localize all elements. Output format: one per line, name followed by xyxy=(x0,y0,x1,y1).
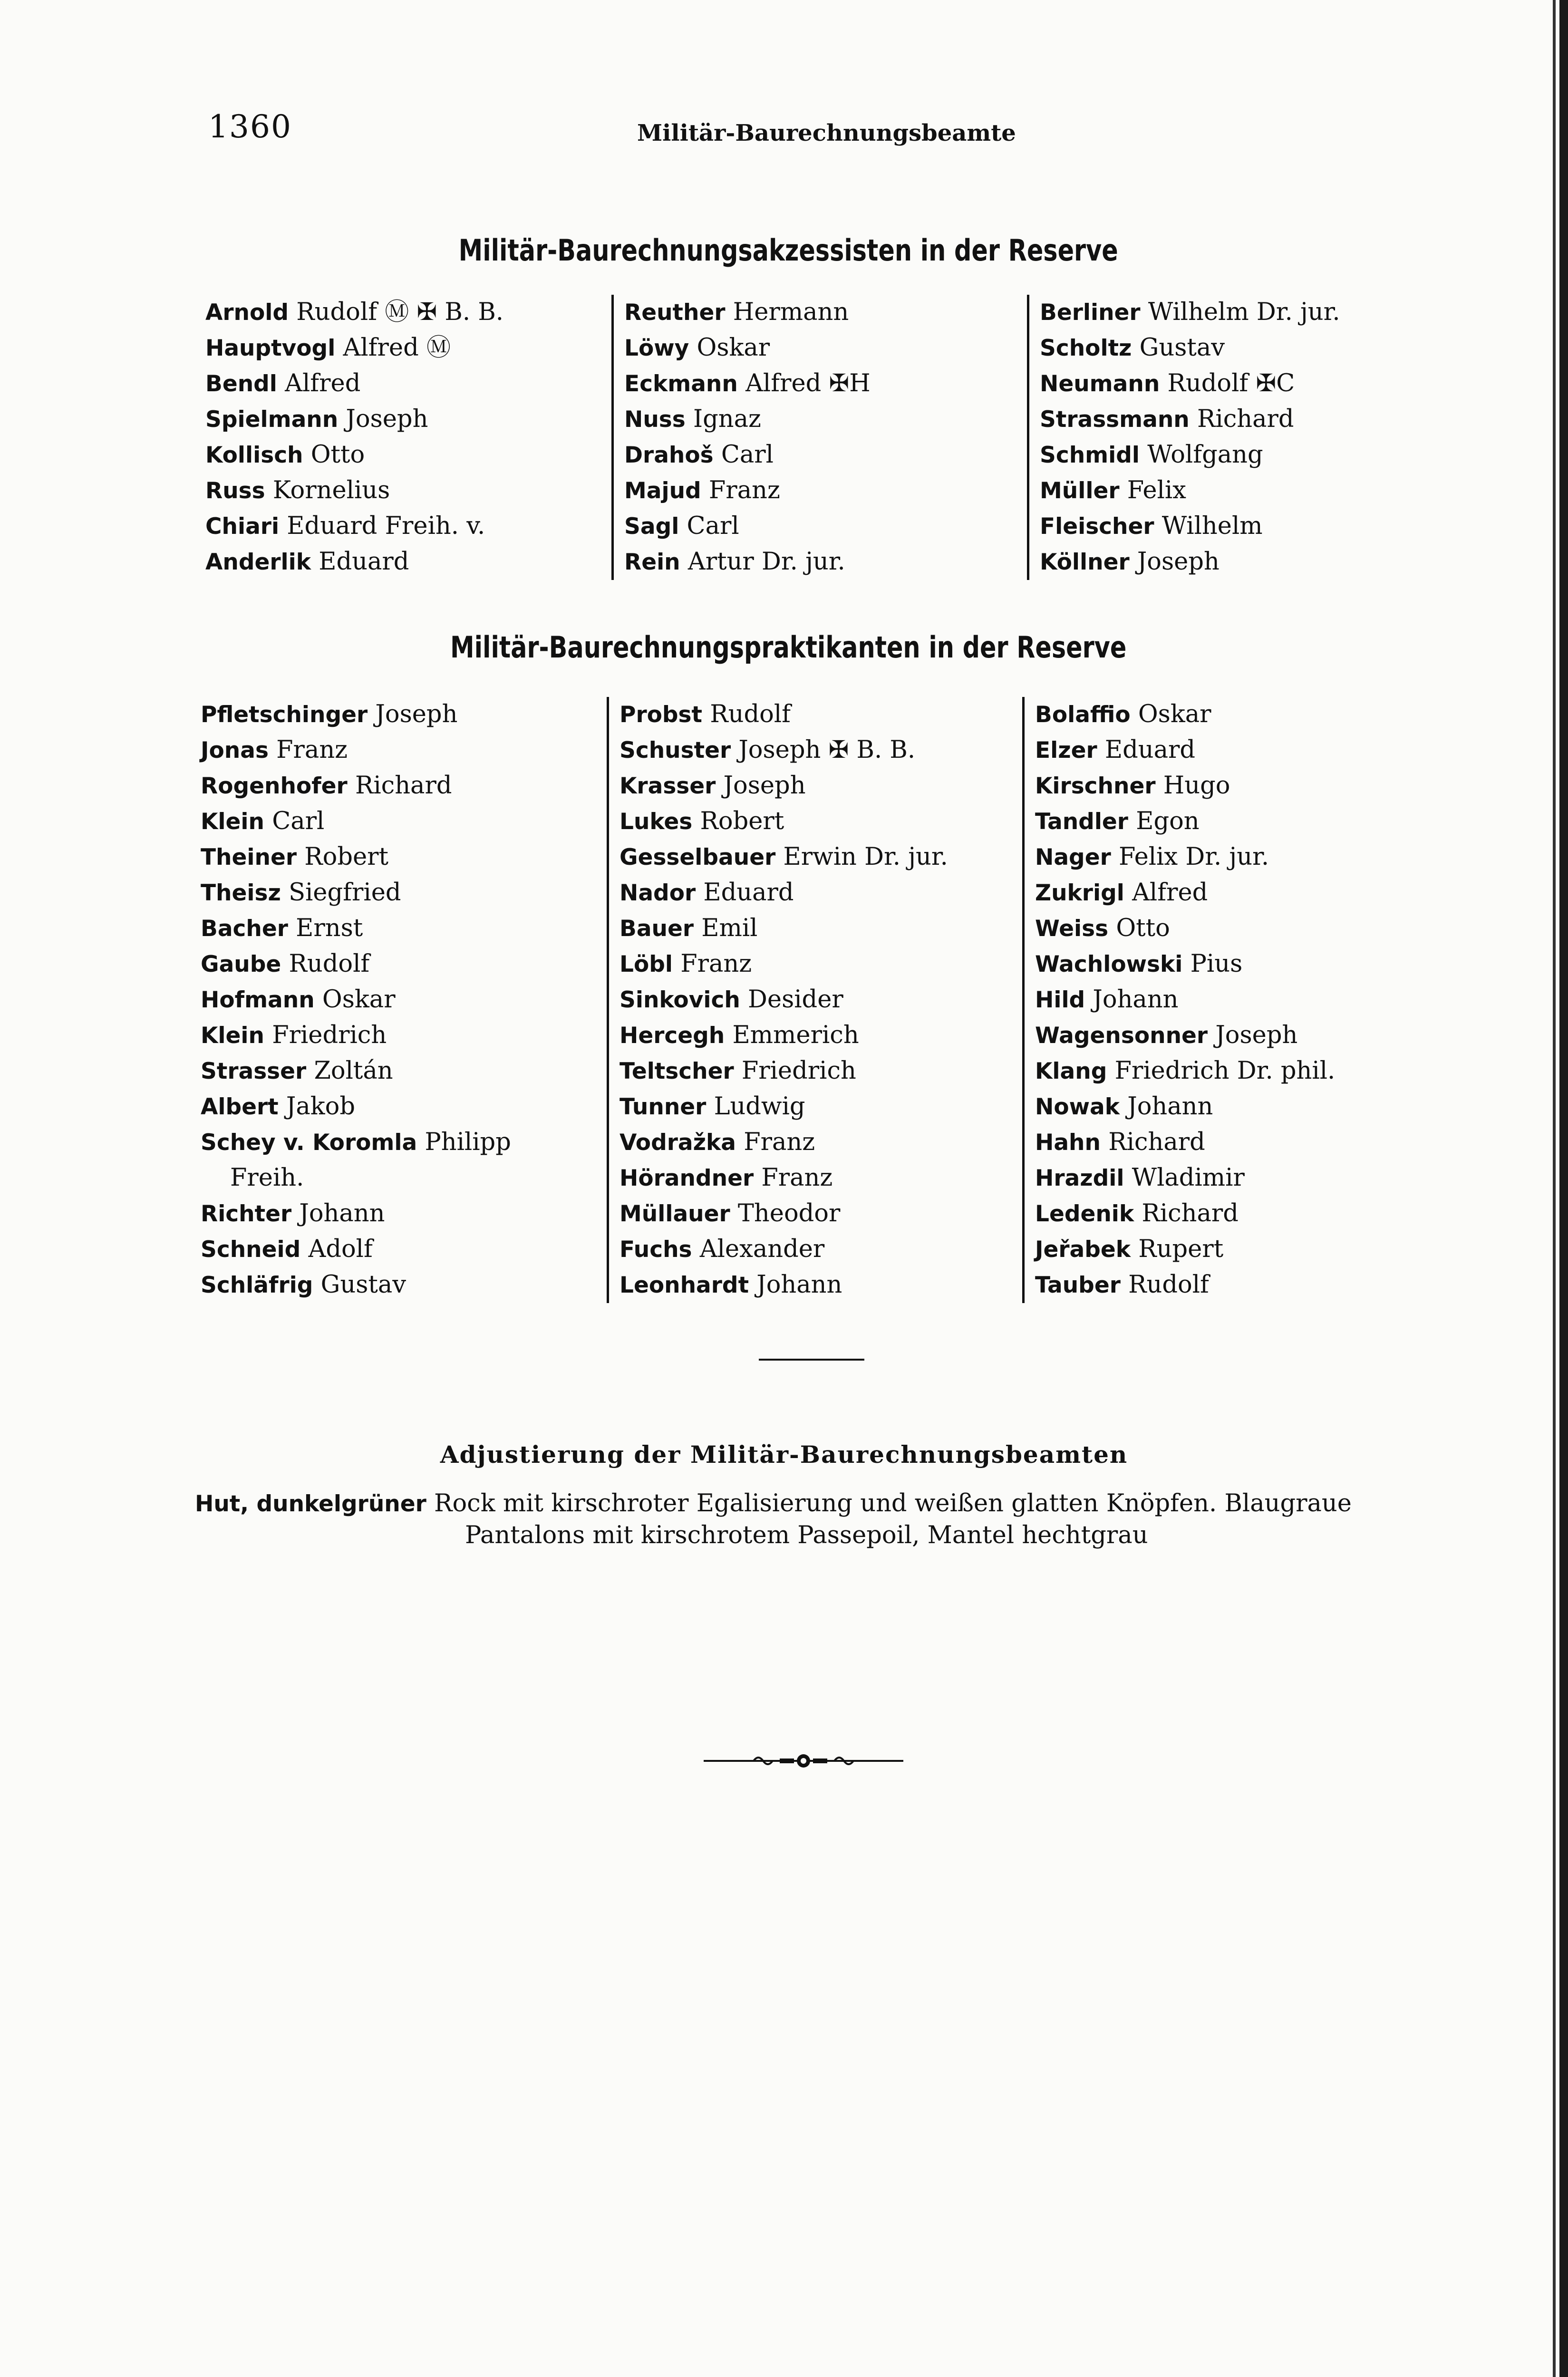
surname: Scholtz xyxy=(1040,335,1132,361)
list-item xyxy=(1040,366,1340,402)
given-name: Otto xyxy=(1116,914,1170,942)
surname: Russ xyxy=(205,478,265,504)
given-name: Gustav xyxy=(320,1271,407,1299)
given-name: Alfred Ⓜ xyxy=(343,334,451,362)
surname: Fleischer xyxy=(1040,513,1154,540)
page-number: 1360 xyxy=(208,108,292,145)
surname: Weiss xyxy=(1035,916,1109,942)
list-item xyxy=(619,982,948,1018)
column-2 xyxy=(607,697,948,1303)
given-name: Rudolf Ⓜ ✠ B. B. xyxy=(296,298,504,326)
list-item xyxy=(619,911,948,947)
given-name: Otto xyxy=(310,441,365,469)
surname: Krasser xyxy=(619,773,716,799)
given-name: Freih. xyxy=(230,1164,304,1192)
list-item xyxy=(619,875,948,911)
given-name: Alfred xyxy=(285,369,361,397)
surname: Hofmann xyxy=(201,987,315,1013)
list-item xyxy=(205,544,503,580)
given-name: Alfred ✠H xyxy=(745,369,871,397)
list-item xyxy=(201,911,511,947)
given-name: Wolfgang xyxy=(1147,441,1263,469)
surname: Leonhardt xyxy=(619,1272,749,1298)
surname: Sinkovich xyxy=(619,987,740,1013)
given-name: Desider xyxy=(748,986,843,1014)
given-name: Richard xyxy=(355,772,452,800)
surname: Müller xyxy=(1040,478,1120,504)
list-item xyxy=(1035,1125,1335,1160)
surname: Nuss xyxy=(624,406,686,433)
surname: Strasser xyxy=(201,1058,307,1084)
surname: Hercegh xyxy=(619,1023,725,1049)
list-item xyxy=(1035,768,1335,804)
surname: Schläfrig xyxy=(201,1272,313,1298)
given-name: Ludwig xyxy=(714,1092,805,1121)
list-item xyxy=(624,366,871,402)
surname: Fuchs xyxy=(619,1237,692,1263)
column-1 xyxy=(201,697,511,1303)
surname: Kirschner xyxy=(1035,773,1156,799)
list-item xyxy=(624,437,871,473)
list-item xyxy=(1035,982,1335,1018)
given-name: Alfred xyxy=(1132,879,1208,907)
list-item xyxy=(201,1089,511,1125)
list-item xyxy=(205,330,503,366)
list-item xyxy=(205,509,503,544)
surname: Schuster xyxy=(619,737,731,763)
list-item xyxy=(619,1232,948,1267)
given-name: Franz xyxy=(761,1164,833,1192)
list-item xyxy=(201,982,511,1018)
surname: Bendl xyxy=(205,371,277,397)
surname: Klein xyxy=(201,1023,264,1049)
surname: Jonas xyxy=(201,737,269,763)
page-edge-shadow xyxy=(1553,0,1556,2377)
given-name: Felix xyxy=(1127,476,1186,504)
surname: Köllner xyxy=(1040,549,1130,575)
surname: Tauber xyxy=(1035,1272,1121,1298)
given-name: Emil xyxy=(701,914,758,942)
given-name: Rudolf xyxy=(710,700,791,728)
list-item xyxy=(619,1053,948,1089)
given-name: Johann xyxy=(1127,1092,1213,1121)
given-name: Eduard xyxy=(319,548,409,576)
list-item xyxy=(205,402,503,437)
column-2 xyxy=(611,295,871,580)
given-name: Eduard xyxy=(1104,736,1196,764)
surname: Probst xyxy=(619,702,703,728)
given-name: Adolf xyxy=(308,1235,373,1263)
list-item xyxy=(201,1267,511,1303)
given-name: Rudolf ✠C xyxy=(1167,369,1295,397)
given-name: Siegfried xyxy=(289,879,401,907)
list-item xyxy=(619,1018,948,1053)
surname: Nager xyxy=(1035,844,1111,870)
list-item xyxy=(624,295,871,330)
surname: Löbl xyxy=(619,951,673,977)
surname: Wachlowski xyxy=(1035,951,1183,977)
given-name: Zoltán xyxy=(314,1057,393,1085)
surname: Chiari xyxy=(205,513,280,540)
section-title-praktikanten: Militär-Baurechnungspraktikanten in der Reserve xyxy=(450,630,1127,665)
surname: Spielmann xyxy=(205,406,339,433)
list-item xyxy=(1035,804,1335,840)
given-name: Jakob xyxy=(286,1092,355,1121)
adjustierung-text xyxy=(195,1488,1422,1551)
surname: Schey v. Koromla xyxy=(201,1130,417,1156)
list-item xyxy=(1040,509,1340,544)
adjustierung-line-1-rest: Rock mit kirschroter Egalisierung und weißen glatten Knöpfen. Blaugraue xyxy=(434,1489,1352,1517)
given-name: Carl xyxy=(721,441,774,469)
given-name: Oskar xyxy=(1138,700,1211,728)
surname: Gaube xyxy=(201,951,281,977)
list-item xyxy=(619,1160,948,1196)
section-title-akzessisten: Militär-Baurechnungsakzessisten in der Reserve xyxy=(458,233,1118,268)
given-name: Ignaz xyxy=(693,405,761,433)
given-name: Friedrich Dr. phil. xyxy=(1114,1057,1336,1085)
list-item xyxy=(1035,911,1335,947)
given-name: Friedrich xyxy=(741,1057,856,1085)
column-3 xyxy=(1027,295,1340,580)
list-item xyxy=(1040,402,1340,437)
surname: Drahoš xyxy=(624,442,714,468)
given-name: Rudolf xyxy=(1128,1271,1209,1299)
list-item xyxy=(205,437,503,473)
divider-rule xyxy=(759,1359,864,1361)
list-item xyxy=(1035,1196,1335,1232)
given-name: Hugo xyxy=(1163,772,1230,800)
surname: Wagensonner xyxy=(1035,1023,1208,1049)
adjustierung-line-1 xyxy=(195,1488,1422,1520)
given-name: Hermann xyxy=(733,298,849,326)
given-name: Kornelius xyxy=(272,476,390,504)
surname: Jeřabek xyxy=(1035,1237,1131,1263)
adjustierung-title: Adjustierung der Militär-Baurechnungsbeamten xyxy=(440,1440,1128,1469)
list-item xyxy=(619,1125,948,1160)
given-name: Johann xyxy=(756,1271,842,1299)
list-item xyxy=(1035,697,1335,733)
list-item xyxy=(1035,1232,1335,1267)
surname: Zukrigl xyxy=(1035,880,1124,906)
surname: Anderlik xyxy=(205,549,311,575)
list-item xyxy=(201,1018,511,1053)
list-item xyxy=(205,473,503,509)
surname: Theiner xyxy=(201,844,297,870)
surname: Kollisch xyxy=(205,442,303,468)
surname: Bacher xyxy=(201,916,288,942)
given-name: Alexander xyxy=(699,1235,825,1263)
list-item xyxy=(205,366,503,402)
list-item xyxy=(201,1125,511,1160)
list-item xyxy=(201,804,511,840)
given-name: Emmerich xyxy=(732,1021,859,1049)
surname: Schneid xyxy=(201,1237,301,1263)
list-item xyxy=(619,733,948,768)
given-name: Joseph xyxy=(1215,1021,1298,1049)
surname: Majud xyxy=(624,478,701,504)
given-name: Ernst xyxy=(296,914,363,942)
given-name: Richard xyxy=(1197,405,1294,433)
surname: Ledenik xyxy=(1035,1201,1134,1227)
surname: Strassmann xyxy=(1040,406,1190,433)
given-name: Egon xyxy=(1136,807,1200,835)
adjustierung-line-2: Pantalons mit kirschrotem Passepoil, Mantel hechtgrau xyxy=(465,1521,1148,1549)
surname: Reuther xyxy=(624,300,726,326)
list-item xyxy=(1035,1267,1335,1303)
given-name: Pius xyxy=(1190,950,1243,978)
given-name: Wilhelm xyxy=(1161,512,1263,540)
list-item xyxy=(201,1196,511,1232)
page-edge xyxy=(1559,0,1568,2377)
given-name: Rupert xyxy=(1138,1235,1224,1263)
list-item xyxy=(619,1089,948,1125)
surname: Nador xyxy=(619,880,696,906)
surname: Hild xyxy=(1035,987,1085,1013)
list-item xyxy=(624,402,871,437)
list-item xyxy=(1035,840,1335,875)
given-name: Joseph xyxy=(346,405,428,433)
surname: Rogenhofer xyxy=(201,773,348,799)
surname: Klang xyxy=(1035,1058,1107,1084)
list-item xyxy=(1040,295,1340,330)
given-name: Joseph xyxy=(1137,548,1220,576)
surname: Richter xyxy=(201,1201,292,1227)
given-name: Oskar xyxy=(697,334,770,362)
given-name: Friedrich xyxy=(272,1021,387,1049)
list-item xyxy=(1035,1053,1335,1089)
list-item xyxy=(619,768,948,804)
given-name: Gustav xyxy=(1139,334,1225,362)
surname: Löwy xyxy=(624,335,689,361)
surname: Teltscher xyxy=(619,1058,734,1084)
surname: Bauer xyxy=(619,916,694,942)
surname: Rein xyxy=(624,549,680,575)
list-item xyxy=(1035,1089,1335,1125)
given-name: Rudolf xyxy=(289,950,370,978)
given-name: Joseph xyxy=(375,700,458,728)
given-name: Robert xyxy=(304,843,389,871)
list-item xyxy=(205,295,503,330)
surname: Tunner xyxy=(619,1094,707,1120)
list-item xyxy=(624,509,871,544)
list-item xyxy=(201,697,511,733)
given-name: Erwin Dr. jur. xyxy=(783,843,948,871)
given-name: Eduard Freih. v. xyxy=(287,512,485,540)
surname: Bolaffio xyxy=(1035,702,1131,728)
list-item xyxy=(201,947,511,982)
list-item xyxy=(1035,1018,1335,1053)
column-1 xyxy=(205,295,503,580)
list-item xyxy=(619,947,948,982)
given-name: Franz xyxy=(680,950,752,978)
list-item xyxy=(201,840,511,875)
given-name: Carl xyxy=(272,807,325,835)
given-name: Eduard xyxy=(703,879,794,907)
list-item xyxy=(201,875,511,911)
ornament-flourish xyxy=(704,1751,903,1770)
given-name: Richard xyxy=(1142,1199,1239,1227)
list-item xyxy=(201,1053,511,1089)
given-name: Theodor xyxy=(737,1199,841,1227)
surname: Lukes xyxy=(619,809,693,835)
list-item xyxy=(619,804,948,840)
surname: Sagl xyxy=(624,513,679,540)
surname: Hahn xyxy=(1035,1130,1101,1156)
list-item xyxy=(1035,875,1335,911)
surname: Gesselbauer xyxy=(619,844,776,870)
given-name: Artur Dr. jur. xyxy=(687,548,845,576)
surname: Hrazdil xyxy=(1035,1165,1124,1191)
surname: Albert xyxy=(201,1094,279,1120)
list-item xyxy=(1040,473,1340,509)
given-name: Robert xyxy=(700,807,784,835)
adjustierung-lead: Hut, dunkelgrüner xyxy=(195,1491,426,1517)
list-item xyxy=(619,840,948,875)
given-name: Franz xyxy=(744,1128,815,1156)
column-3 xyxy=(1022,697,1335,1303)
given-name: Carl xyxy=(687,512,739,540)
list-item xyxy=(619,1267,948,1303)
given-name: Franz xyxy=(276,736,348,764)
list-item xyxy=(201,733,511,768)
given-name: Johann xyxy=(1093,986,1179,1014)
given-name: Joseph ✠ B. B. xyxy=(738,736,916,764)
surname: Schmidl xyxy=(1040,442,1140,468)
given-name: Felix Dr. jur. xyxy=(1118,843,1269,871)
surname: Müllauer xyxy=(619,1201,730,1227)
surname: Tandler xyxy=(1035,809,1128,835)
list-item xyxy=(201,1232,511,1267)
surname: Berliner xyxy=(1040,300,1141,326)
surname: Vodražka xyxy=(619,1130,736,1156)
list-item xyxy=(1040,330,1340,366)
given-name: Johann xyxy=(299,1199,385,1227)
given-name: Richard xyxy=(1108,1128,1205,1156)
list-item xyxy=(201,1160,511,1196)
list-item xyxy=(624,330,871,366)
surname: Theisz xyxy=(201,880,281,906)
list-item xyxy=(1040,437,1340,473)
list-item xyxy=(1035,947,1335,982)
list-item xyxy=(624,544,871,580)
surname: Nowak xyxy=(1035,1094,1120,1120)
surname: Hauptvogl xyxy=(205,335,336,361)
list-item xyxy=(201,768,511,804)
running-head: Militär-Baurechnungsbeamte xyxy=(637,120,1016,146)
list-item xyxy=(619,697,948,733)
given-name: Oskar xyxy=(322,986,396,1014)
list-item xyxy=(1035,1160,1335,1196)
surname: Klein xyxy=(201,809,264,835)
surname: Hörandner xyxy=(619,1165,754,1191)
surname: Arnold xyxy=(205,300,289,326)
list-item xyxy=(624,473,871,509)
given-name: Wladimir xyxy=(1132,1164,1245,1192)
list-item xyxy=(1040,544,1340,580)
given-name: Wilhelm Dr. jur. xyxy=(1148,298,1340,326)
given-name: Franz xyxy=(708,476,780,504)
surname: Elzer xyxy=(1035,737,1097,763)
surname: Neumann xyxy=(1040,371,1160,397)
surname: Pfletschinger xyxy=(201,702,368,728)
list-item xyxy=(1035,733,1335,768)
surname: Eckmann xyxy=(624,371,738,397)
given-name: Joseph xyxy=(723,772,806,800)
list-item xyxy=(619,1196,948,1232)
given-name: Philipp xyxy=(425,1128,511,1156)
